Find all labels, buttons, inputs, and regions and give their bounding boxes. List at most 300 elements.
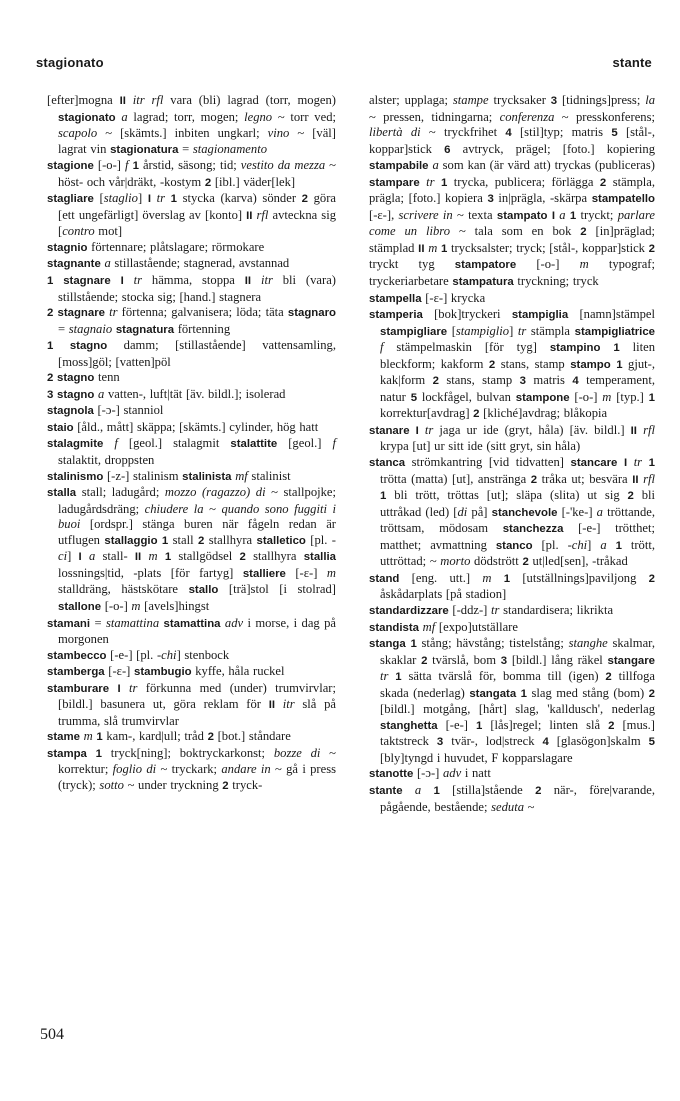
dictionary-entry [47,256,336,273]
entry-text: in|prägla, -skärpa [493,191,592,206]
entry-headword: stagionatura [110,143,179,156]
entry-text: [-'ke-] [557,504,597,519]
dictionary-entry [369,636,655,766]
entry-headword: standista [369,621,420,634]
entry-text: jaga ur ide (gryt, håla) [äv. bildl.] [433,422,631,437]
entry-headword: 2 [198,534,205,547]
entry-headword: stalinista [182,470,232,483]
entry-headword: stampo [570,358,611,371]
entry-text: stycka (karva) sönder [177,191,302,206]
entry-italic-text: m [148,549,158,564]
entry-italic-text: seduta [491,799,525,814]
entry-text: [tidnings]press; [557,93,646,107]
dictionary-entry [369,783,655,815]
dictionary-entry [47,681,336,730]
entry-headword: stampa [47,747,87,760]
dictionary-entry [47,664,336,681]
entry-italic-text: m [326,565,336,580]
entry-italic-text: stampiglio [455,323,510,338]
entry-text: ] [137,191,148,206]
entry-italic-text: m [428,240,438,255]
entry-italic-text: a [414,782,422,797]
entry-italic-text: scrivere in [398,207,453,222]
entry-headword: stalattite [230,438,278,451]
entry-text: stall; ladugård; [76,485,165,500]
entry-text: trötta (matta) [ut], anstränga [380,471,531,486]
entry-italic-text: la [645,93,656,107]
entry-headword: 5 [410,391,418,404]
entry-headword: 2 [222,779,229,792]
entry-headword: stalla [47,487,77,500]
dictionary-entry [47,616,336,648]
left-column [47,93,336,795]
entry-italic-text: tr [380,669,389,684]
entry-text: [ [93,191,104,206]
right-column [369,93,655,815]
entry-headword: stampiglia [511,309,569,322]
entry-text: åskådarplats [på stadion] [380,587,507,602]
entry-headword: stanchevole [491,506,558,519]
entry-text: [-ɛ-], [369,207,399,222]
entry-headword: stalletico [256,534,306,547]
entry-headword: stallo [188,584,219,597]
entry-headword: stancare [570,457,618,470]
entry-headword: stangare [607,654,656,667]
entry-text: stallhyra [204,532,257,547]
entry-italic-text: itr [260,273,273,288]
entry-headword: stamattina [163,617,221,630]
entry-headword: II [268,699,276,712]
entry-text: ~ gå i press (tryck); [58,762,337,792]
entry-italic-text: f [125,158,129,173]
entry-text: förkunna med (under) trumvirvlar; [bildl.] basunera ut, göra reklam för [58,680,336,712]
entry-text: [eng. utt.] [399,570,483,585]
entry-text: trycksaker [488,93,551,107]
entry-text [121,681,129,695]
entry-text: stalinist [247,468,291,483]
entry-headword: stanchezza [502,523,564,536]
entry-italic-text: a [432,158,439,173]
entry-text: hämma, stoppa [142,273,245,288]
entry-text: ~ tryckfrihet [420,125,506,140]
entry-headword: II [246,209,253,222]
entry-headword: II [632,473,639,486]
entry-headword: 1 [520,687,527,700]
entry-text [421,783,433,797]
entry-text: stall- [95,549,135,564]
dictionary-entry [369,423,655,455]
dictionary-entry [369,766,655,783]
entry-headword: 2 [648,687,655,700]
entry-text: alster; upplaga; [369,93,453,107]
entry-text: [kliché]avdrag; blåkopia [479,406,608,421]
dictionary-entry [47,158,336,191]
entry-text: tvärslå, bom [427,652,501,667]
entry-text: lockfågel, bulvan [417,389,516,404]
dictionary-entry [47,648,336,665]
entry-headword: I [623,457,628,470]
entry-italic-text: mf [235,468,248,483]
entry-text: förtennare; plåtslagare; rörmokare [87,239,265,254]
entry-text [251,273,261,287]
entry-text [607,538,616,552]
entry-text: tvär-, lod|streck [443,734,543,749]
entry-headword: 2 [522,556,529,569]
entry-text [158,549,165,563]
entry-text: ~ [väl] lagrat vin [58,126,336,156]
entry-italic-text: bozze di [273,745,321,760]
entry-headword: stallone [58,600,102,613]
entry-text: strömkantring [vid tidvatten] [405,455,571,470]
entry-text: lossnings|tid, -plats [för fartyg] [58,565,243,580]
entry-headword: standardizzare [369,604,449,617]
dictionary-entry [369,291,655,308]
entry-text [87,746,96,760]
entry-text: ] [587,537,601,552]
entry-headword: stagnola [47,405,94,418]
dictionary-entry [47,485,336,615]
entry-text: som kan (är värd att) tryckas (publiceras) [438,158,655,173]
entry-text: [-o-] [516,257,580,272]
entry-text [600,340,613,354]
entry-text: [åld., mått] skäppa; [skämts.] cylinder, hög hatt [73,419,319,434]
entry-italic-text: stamattina [105,615,160,630]
dictionary-entry [47,305,336,338]
entry-text: [-ɛ-] krycka [421,290,486,305]
entry-italic-text: quando sono fuggiti i buoi [58,501,336,532]
entry-text: [pl. - [305,532,336,547]
running-head-right: stante [612,55,652,70]
entry-headword: 3 [487,193,494,206]
entry-headword: stampone [515,391,570,404]
entry-headword: 1 [648,391,655,404]
entry-headword: 1 [395,671,402,684]
entry-text: [stil]typ; matris [511,125,612,140]
entry-italic-text: m [83,729,93,744]
entry-headword: 4 [542,736,549,749]
entry-text: ] stenbock [176,647,230,662]
entry-headword: I [415,424,419,437]
entry-text: [-o-] [569,389,603,404]
entry-text: [stål-, koppar]stick [369,125,655,156]
entry-headword: stanghetta [380,719,438,732]
entry-headword: I [120,275,124,288]
entry-headword: 1 [170,193,178,206]
entry-headword: 1 [132,160,139,173]
entry-italic-text: stagionamento [192,141,267,156]
entry-headword: 2 [239,551,246,564]
entry-text: bli uttråkad (led) [ [380,488,655,519]
dictionary-entry [47,273,336,305]
entry-text: stallhyra [245,549,304,564]
entry-text: [mus.] taktstreck [380,717,655,749]
entry-text: stalldräng, hästskötare [58,582,189,597]
entry-text: [-ɛ-] [285,565,327,580]
entry-headword: 3 [500,654,508,667]
entry-text: stämpelmaskin [för tyg] [383,340,550,355]
entry-text [491,571,503,585]
entry-headword: 1 [433,784,440,797]
entry-italic-text: legno [244,109,273,124]
entry-italic-text: tr [156,191,166,206]
entry-headword: stampigliare [380,325,448,338]
entry-text: tryckt tyg [369,257,455,272]
running-head-left: stagionato [36,55,104,70]
entry-text: ~ stallpojke; ladugårdsdräng; [58,485,337,516]
entry-italic-text: a [600,537,607,552]
entry-italic-text: vestito da mezza [240,158,326,173]
entry-italic-text: tr [426,174,435,189]
entry-headword: stand [369,572,400,585]
entry-headword: II [119,95,126,107]
entry-text: [-ɛ-] [104,664,134,679]
entry-headword: stagliare [47,193,94,206]
entry-headword: stampigliatrice [574,325,656,338]
entry-italic-text: chi [571,537,588,552]
entry-text: trött, uttröttad; ~ [380,537,655,569]
dictionary-entry [47,420,336,437]
entry-text: tryck[ning]; boktryckarkonst; [102,745,274,760]
entry-text: trycka, publicera; förlägga [447,174,600,189]
entry-headword: 1 [475,719,483,732]
dictionary-entry [369,603,655,620]
entry-headword: stallaggio [104,534,158,547]
entry-headword: stampatore [454,259,517,272]
entry-headword: stamburare [47,682,110,695]
entry-text: [utställnings]paviljong [510,570,649,585]
entry-headword: stagnatura [115,323,175,336]
entry-headword: 1 [615,539,622,552]
entry-italic-text: a [104,256,111,271]
entry-italic-text: stanghe [568,636,608,651]
entry-text: [-o-] [93,158,126,173]
entry-italic-text: staglio [103,191,138,206]
entry-headword: 1 [440,242,448,255]
entry-text: tillfoga skada (nederlag) [380,669,655,700]
entry-text: [lås]regel; linten slå [482,717,609,732]
entry-headword: 1 [96,731,103,744]
entry-text: skalmar, skaklar [380,636,655,667]
entry-text: ] [67,549,79,564]
entry-italic-text: stagnaio [68,321,113,336]
entry-italic-text: morto [440,554,471,569]
entry-italic-text: f [380,340,384,355]
entry-italic-text: tr [424,422,434,437]
entry-headword: 2 [207,731,214,744]
entry-text: standardisera; likrikta [499,602,614,617]
entry-headword: II [134,551,142,564]
entry-headword: 1 stagnare [47,275,111,288]
dictionary-entry [47,387,336,404]
entry-italic-text: tr [517,323,527,338]
entry-text: ~ höst- och vår|dräkt, -kostym [58,158,336,189]
entry-text: förtenning [174,321,231,336]
entry-headword: stanca [369,457,406,470]
entry-text: i morse, i dag på morgonen [58,615,336,647]
entry-headword: 2 [535,784,542,797]
entry-italic-text: foglio di [112,762,157,777]
entry-text: stalaktit, droppsten [58,453,155,468]
entry-italic-text: mf [422,619,436,634]
dictionary-entry [47,93,336,158]
entry-text: [pl. - [532,537,572,552]
entry-headword: I [78,551,82,564]
entry-headword: stampatura [452,276,514,289]
entry-text: [-ɔ-] [413,766,443,781]
entry-text: ~ [203,501,222,516]
entry-text: [efter]mogna [47,93,120,107]
entry-italic-text: chi [161,647,177,662]
entry-text: stans, stamp [495,356,571,371]
entry-italic-text: tr [633,455,643,470]
entry-text: ] [509,323,518,338]
entry-headword: stangata [469,687,517,700]
entry-text: [geol.] stalagmit [117,436,231,451]
entry-italic-text: m [602,389,612,404]
entry-italic-text: itr rfl [132,93,164,107]
dictionary-entry [369,307,655,423]
entry-italic-text: tr [129,680,138,695]
dictionary-entry [369,455,655,571]
entry-headword: stagionato [58,111,116,124]
entry-italic-text: scapolo [58,126,98,141]
entry-text: stämpla [526,323,575,338]
entry-text [126,93,133,107]
entry-text: avtryck, prägel; [foto.] kopiering [450,141,655,156]
entry-text: [ [447,323,456,338]
entry-italic-text: mozzo (ragazzo) di [164,485,266,500]
entry-text: stämpla, prägla; [foto.] kopiera [369,174,656,206]
entry-text: sätta tvärslå för, bomma till (igen) [401,669,606,684]
entry-text: damm; [stillastående] vattensamling, [moss]göl; [vatten]pöl [58,338,337,369]
entry-headword: 2 stagno [47,372,95,385]
entry-headword: II [244,275,252,288]
entry-headword: II [418,242,425,255]
entry-text: ~ [skämts.] inbiten ungkarl; [97,126,268,141]
entry-headword: stampabile [369,160,429,173]
entry-text: [bok]tryckeri [422,307,512,322]
dictionary-entry [369,620,655,637]
entry-text: när-, före|varande, pågående, bestående; [380,782,655,814]
entry-italic-text: rfl [256,207,269,222]
entry-headword: stampare [369,176,420,189]
entry-text: temperament, natur [380,373,655,404]
entry-headword: 1 [161,534,169,547]
entry-headword: stagnante [47,258,101,271]
entry-headword: 2 [648,242,655,255]
entry-text: ~ tala som en bok [450,224,581,239]
entry-headword: staio [47,421,74,434]
entry-headword: stallia [303,551,336,564]
entry-italic-text: conferenza [499,109,555,124]
entry-text: [expo]utställare [435,619,518,634]
entry-headword: 3 [519,375,526,388]
entry-text: årstid, säsong; tid; [138,158,241,173]
entry-text: stall [168,532,199,547]
entry-text [82,549,89,563]
entry-text: slå på trumma, slå trumvirvlar [58,697,336,728]
entry-headword: 4 [505,127,512,140]
entry-headword: 2 [580,226,587,239]
entry-headword: stampella [369,292,422,305]
entry-headword: 2 [432,375,439,388]
entry-text: tröttande, tröttsam, mödosam [380,504,655,536]
entry-headword: stanco [495,539,533,552]
entry-text: korrektur[avdrag] [380,406,474,421]
entry-italic-text: ci [58,549,68,564]
entry-text: ~ [524,799,535,814]
entry-text: lagrad; torr, mogen; [127,109,245,124]
entry-headword: stante [369,784,403,797]
entry-italic-text: contro [62,224,95,239]
entry-text: tryck- [228,777,263,792]
entry-italic-text: m [482,570,492,585]
entry-headword: 1 [616,358,623,371]
dictionary-entry [47,191,336,240]
entry-text: stång; hävstång; tistelstång; [416,636,569,651]
entry-italic-text: adv [224,615,244,630]
entry-headword: stagnaro [287,307,336,320]
entry-text: stillastående; stagnerad, avstannad [110,256,290,271]
entry-italic-text: rfl [643,422,655,437]
entry-headword: stanotte [369,768,414,781]
entry-headword: stamani [47,617,91,630]
entry-headword: 1 stagno [47,340,108,353]
entry-text: på] [467,504,492,519]
entry-text: liten bleckform; kakform [380,340,655,371]
entry-headword: 2 [204,176,212,189]
entry-text: ~ texta [452,207,497,222]
entry-headword: 1 [569,209,577,222]
entry-text: trycksalster; tryck; [stål-, koppar]stick [447,240,649,255]
entry-headword: stamperia [369,309,423,322]
entry-headword: 2 [473,408,480,421]
entry-text [103,436,114,450]
entry-italic-text: di [457,504,468,519]
entry-italic-text: libertà di [369,125,421,140]
entry-italic-text: f [332,436,336,451]
entry-text: ~ torr ved; [272,109,336,124]
entry-headword: 2 [488,358,496,371]
entry-italic-text: tr [491,602,500,617]
entry-text: [trä]stol [i stolrad] [218,582,336,597]
entry-headword: 3 stagno [47,388,95,401]
entry-text: [typ.] [611,389,649,404]
entry-headword: 1 [380,490,387,503]
entry-headword: 5 [611,127,618,140]
entry-headword: 2 [608,719,615,732]
entry-headword: 2 [627,490,634,503]
entry-headword: I [551,209,555,222]
entry-text [275,697,283,711]
entry-text: dödstrött [470,554,523,569]
entry-text: krypa [ut] ur sitt ide (sitt gryt, sin håla) [380,439,581,454]
entry-text: = [90,615,106,630]
entry-headword: 2 [301,193,308,206]
entry-italic-text: itr [282,697,295,712]
entry-text: = [58,321,69,336]
entry-headword: 4 [572,375,579,388]
entry-text: ~ under tryckning [123,777,223,792]
entry-italic-text: chiudere la [144,501,204,516]
page-number: 504 [40,1026,64,1043]
entry-text: [-ɔ-] stanniol [93,403,164,418]
entry-text: [in]präglad; stämplad [369,224,656,255]
entry-italic-text: stampe [452,93,489,107]
entry-italic-text: parlare come un libro [369,207,656,239]
entry-text: kyffe, håla ruckel [191,664,285,679]
dictionary-entry [369,93,655,291]
